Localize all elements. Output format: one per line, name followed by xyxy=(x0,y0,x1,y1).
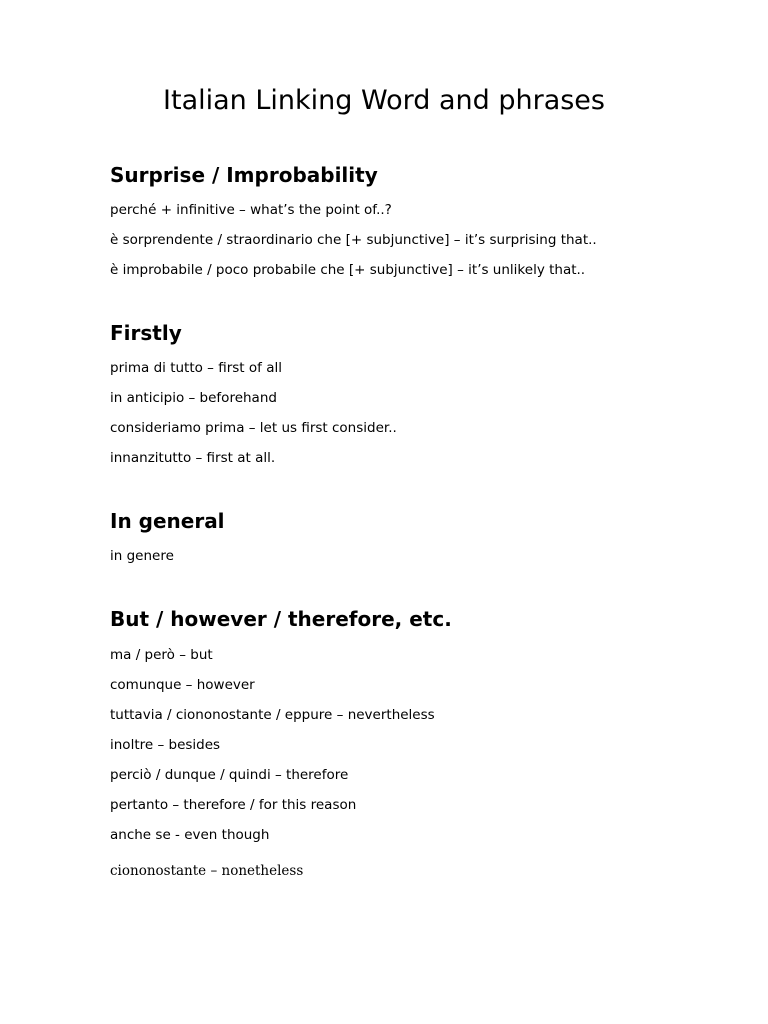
phrase-line: in anticipio – beforehand xyxy=(110,390,277,406)
phrase-line: inoltre – besides xyxy=(110,737,221,753)
phrase-line: anche se - even though xyxy=(110,827,270,843)
phrase-line: innanzitutto – first at all. xyxy=(110,450,276,466)
phrase-line: in genere xyxy=(110,548,174,564)
phrase-line: perché + infinitive – what’s the point of..? xyxy=(110,202,392,218)
phrase-line: è improbabile / poco probabile che [+ subjunctive] – it’s unlikely that.. xyxy=(110,262,586,278)
phrase-line: prima di tutto – first of all xyxy=(110,360,282,376)
phrase-line: perciò / dunque / quindi – therefore xyxy=(110,767,349,783)
phrase-line: pertanto – therefore / for this reason xyxy=(110,797,357,813)
section-heading-firstly: Firstly xyxy=(110,321,182,345)
section-heading-in-general: In general xyxy=(110,509,225,533)
phrase-line: consideriamo prima – let us first consider.. xyxy=(110,420,397,436)
phrase-line: è sorprendente / straordinario che [+ subjunctive] – it’s surprising that.. xyxy=(110,232,597,248)
section-heading-surprise: Surprise / Improbability xyxy=(110,163,378,187)
phrase-line: comunque – however xyxy=(110,677,255,693)
phrase-line: ciononostante – nonetheless xyxy=(110,863,304,879)
phrase-line: tuttavia / ciononostante / eppure – nevertheless xyxy=(110,707,435,723)
phrase-line: ma / però – but xyxy=(110,647,213,663)
document-title: Italian Linking Word and phrases xyxy=(163,85,605,116)
section-heading-but-however: But / however / therefore, etc. xyxy=(110,607,452,631)
